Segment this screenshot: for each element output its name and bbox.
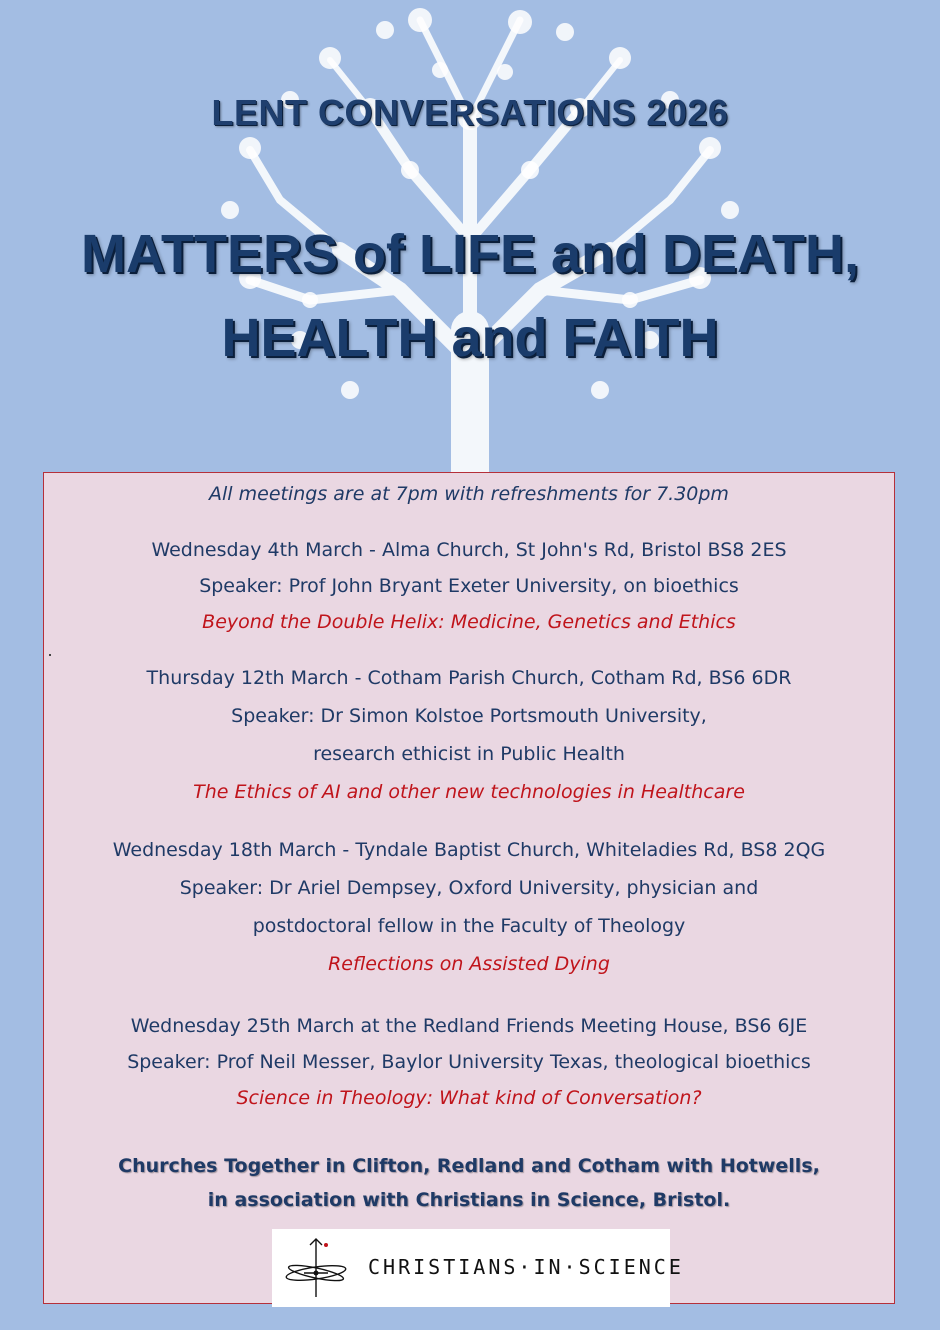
christians-in-science-logo-icon bbox=[280, 1235, 350, 1301]
event-3-speaker: Speaker: Dr Ariel Dempsey, Oxford University, physician and bbox=[179, 877, 759, 899]
event-2-speaker: Speaker: Dr Simon Kolstoe Portsmouth University, bbox=[231, 705, 707, 727]
organisers-line-2: in association with Christians in Science, Bristol. bbox=[207, 1189, 731, 1211]
event-2-date-venue: Thursday 12th March - Cotham Parish Church, Cotham Rd, BS6 6DR bbox=[146, 667, 792, 689]
main-title-line-1: MATTERS of LIFE and DEATH, bbox=[81, 224, 859, 284]
event-4-talk-title: Science in Theology: What kind of Conversation? bbox=[236, 1087, 702, 1109]
event-2-speaker-role: research ethicist in Public Health bbox=[313, 743, 625, 765]
stray-mark bbox=[49, 654, 51, 656]
event-1-speaker: Speaker: Prof John Bryant Exeter University, on bioethics bbox=[199, 575, 739, 597]
event-3-date-venue: Wednesday 18th March - Tyndale Baptist Church, Whiteladies Rd, BS8 2QG bbox=[112, 839, 826, 861]
event-4-date-venue: Wednesday 25th March at the Redland Friends Meeting House, BS6 6JE bbox=[130, 1015, 808, 1037]
logo-wordmark: CHRISTIANS·IN·SCIENCE bbox=[368, 1255, 684, 1279]
event-3-talk-title: Reflections on Assisted Dying bbox=[328, 953, 610, 975]
main-title bbox=[0, 212, 940, 380]
christians-in-science-logo bbox=[272, 1229, 684, 1307]
event-4-speaker: Speaker: Prof Neil Messer, Baylor University Texas, theological bioethics bbox=[127, 1051, 811, 1073]
event-3-speaker-role: postdoctoral fellow in the Faculty of Theology bbox=[252, 915, 686, 937]
meeting-time-note: All meetings are at 7pm with refreshments for 7.30pm bbox=[209, 483, 729, 505]
main-title-line-2: HEALTH and FAITH bbox=[221, 308, 719, 368]
event-1-talk-title: Beyond the Double Helix: Medicine, Genetics and Ethics bbox=[202, 611, 736, 633]
schedule-box bbox=[43, 472, 895, 1304]
organisers-line-1: Churches Together in Clifton, Redland and Cotham with Hotwells, bbox=[118, 1155, 820, 1177]
event-series-title: LENT CONVERSATIONS 2026 bbox=[211, 92, 729, 133]
event-1-date-venue: Wednesday 4th March - Alma Church, St John's Rd, Bristol BS8 2ES bbox=[151, 539, 787, 561]
event-2-talk-title: The Ethics of AI and other new technologies in Healthcare bbox=[193, 781, 745, 803]
